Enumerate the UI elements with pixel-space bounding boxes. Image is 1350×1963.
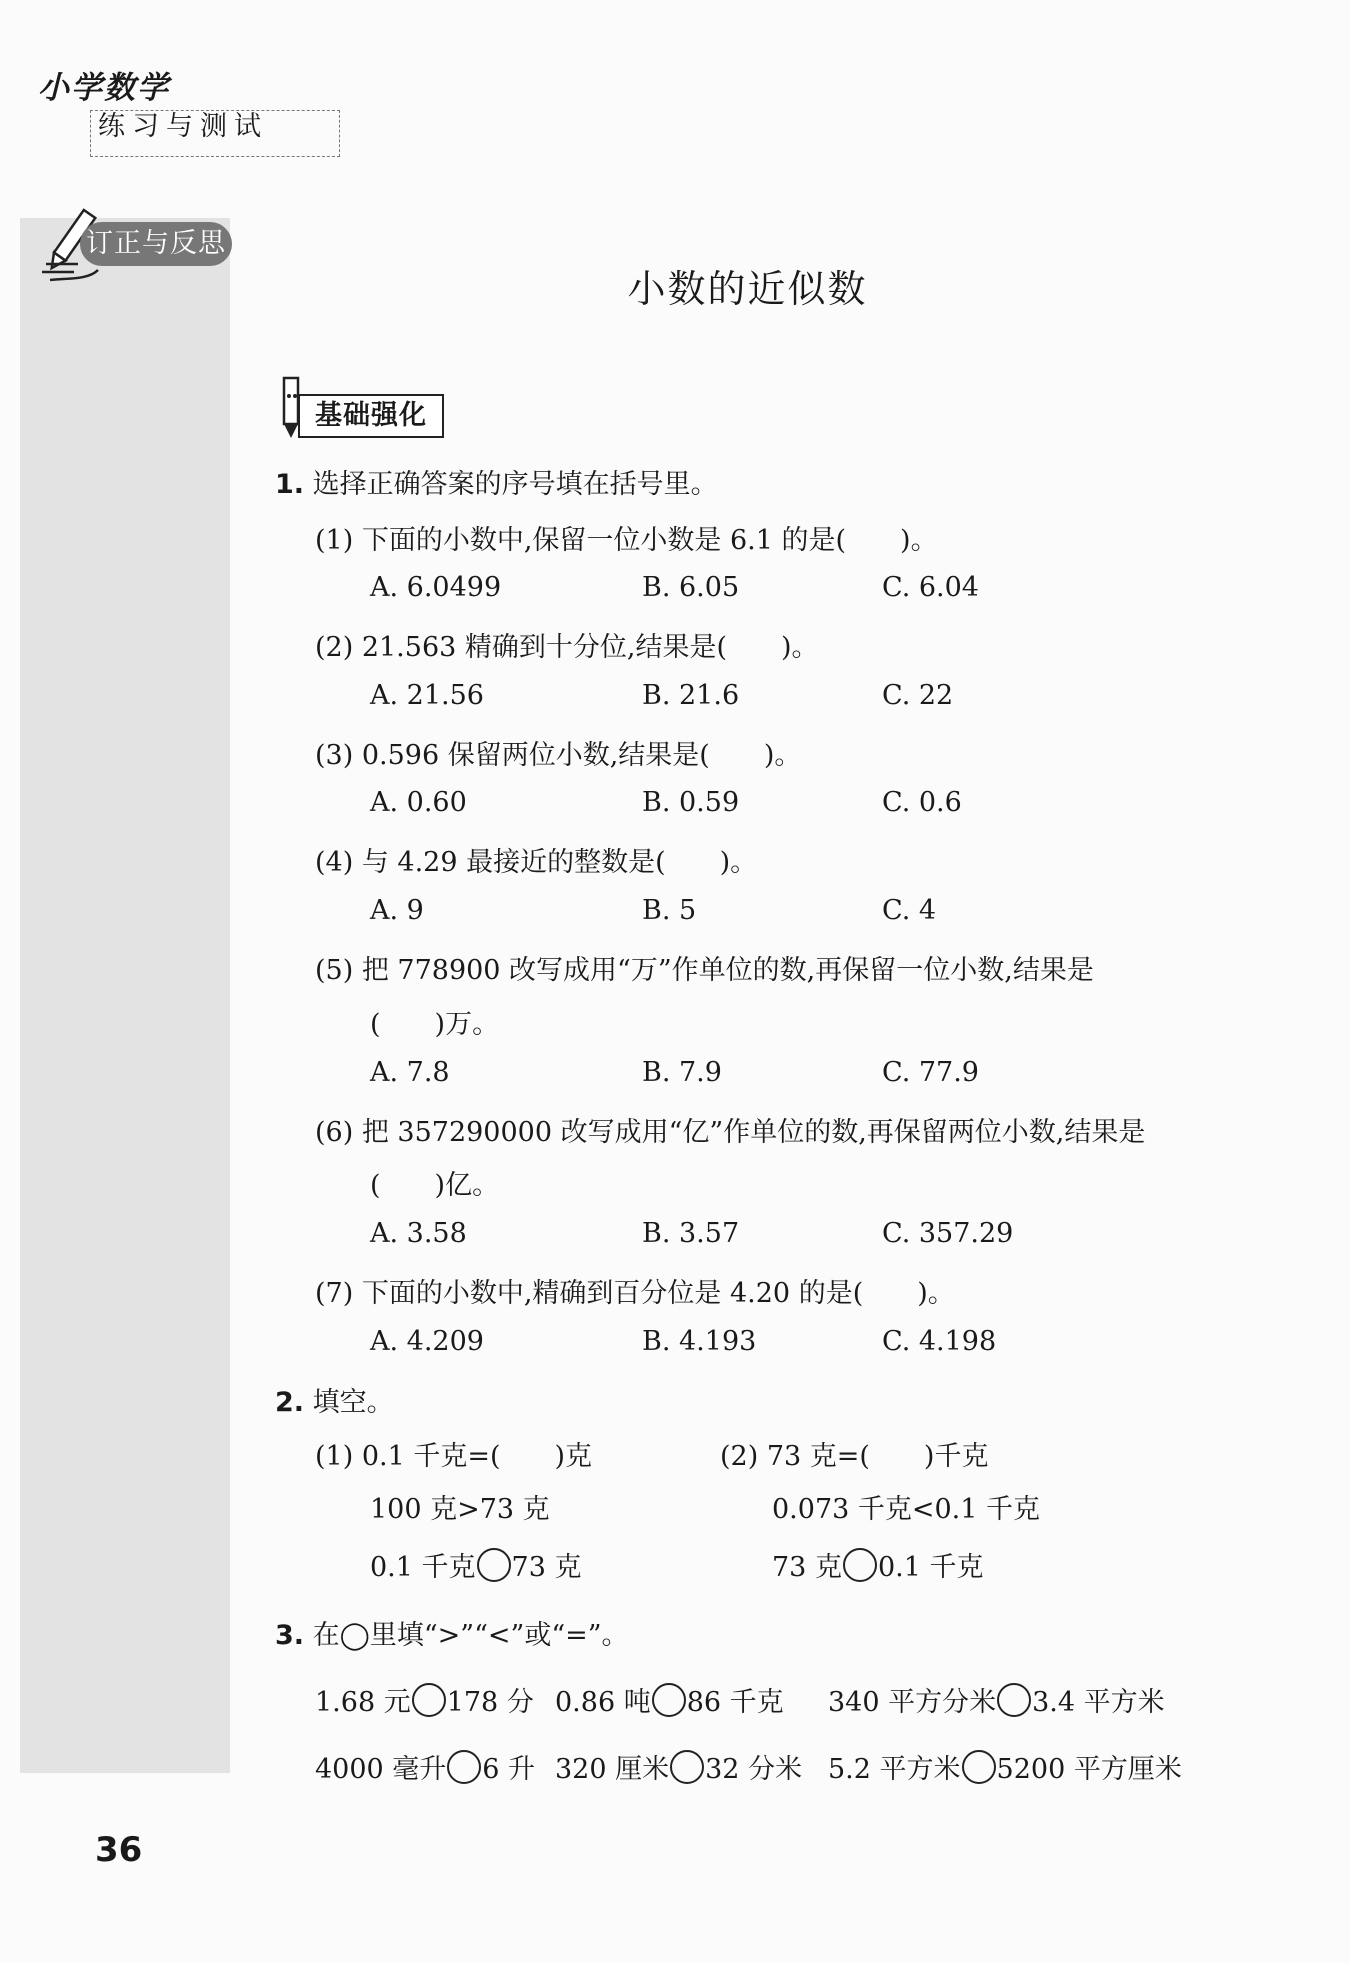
q3-compare-5	[555, 1747, 802, 1786]
q1-item-3-stem: (3) 0.596 保留两位小数,结果是( )。	[315, 740, 802, 771]
answer-circle[interactable]	[652, 1683, 686, 1717]
compare-left: 5.2 平方米	[828, 1754, 961, 1785]
q3-compare-3	[828, 1680, 1165, 1719]
q1-item-4-option-c: C. 4	[882, 895, 937, 926]
compare-left: 0.86 吨	[555, 1687, 651, 1718]
q1-item-7-stem: (7) 下面的小数中,精确到百分位是 4.20 的是( )。	[315, 1278, 955, 1309]
q2-right-title: (2) 73 克=( )千克	[720, 1441, 989, 1472]
q1-item-3-option-a: A. 0.60	[370, 787, 467, 818]
q1-item-1-option-c: C. 6.04	[882, 572, 979, 603]
q3-compare-2	[555, 1680, 784, 1719]
compare-left: 320 厘米	[555, 1754, 670, 1785]
q1-item-2-option-b: B. 21.6	[642, 680, 740, 711]
q1-item-6-stem-continued: ( )亿。	[370, 1170, 500, 1201]
q1-item-1-stem: (1) 下面的小数中,保留一位小数是 6.1 的是( )。	[315, 525, 938, 556]
q1-item-3-option-c: C. 0.6	[882, 787, 962, 818]
q1-item-7-option-a: A. 4.209	[370, 1326, 484, 1357]
compare-right: 6 升	[482, 1754, 536, 1785]
question-number: 1.	[275, 469, 305, 500]
q2-left-compare	[370, 1545, 581, 1584]
reflection-sidebar	[20, 218, 230, 1773]
question-1	[275, 462, 718, 501]
compare-left: 340 平方分米	[828, 1687, 997, 1718]
answer-circle[interactable]	[962, 1750, 996, 1784]
question-stem: 选择正确答案的序号填在括号里。	[312, 469, 718, 500]
q1-item-6-option-a: A. 3.58	[370, 1218, 467, 1249]
answer-circle[interactable]	[997, 1683, 1031, 1717]
question-stem: 在◯里填“>”“<”或“=”。	[312, 1620, 629, 1651]
q2-left-hint: 100 克>73 克	[370, 1494, 550, 1525]
answer-circle[interactable]	[670, 1750, 704, 1784]
compare-right: 86 千克	[686, 1687, 784, 1718]
answer-circle[interactable]	[447, 1750, 481, 1784]
q1-item-7-option-b: B. 4.193	[642, 1326, 757, 1357]
compare-right: 0.1 千克	[877, 1552, 984, 1583]
q1-item-2-option-c: C. 22	[882, 680, 954, 711]
q1-item-5-option-b: B. 7.9	[642, 1057, 722, 1088]
q1-item-5-option-c: C. 77.9	[882, 1057, 979, 1088]
q3-compare-4	[315, 1747, 535, 1786]
q1-item-2-option-a: A. 21.56	[370, 680, 484, 711]
q1-item-6-stem: (6) 把 357290000 改写成用“亿”作单位的数,再保留两位小数,结果是	[315, 1117, 1146, 1148]
page-number: 36	[95, 1830, 143, 1870]
answer-circle[interactable]	[843, 1548, 877, 1582]
q3-compare-6	[828, 1747, 1182, 1786]
compare-right: 178 分	[446, 1687, 534, 1718]
q1-item-5-stem-continued: ( )万。	[370, 1009, 500, 1040]
question-2	[275, 1380, 394, 1419]
compare-right: 32 分米	[705, 1754, 803, 1785]
q1-item-1-option-b: B. 6.05	[642, 572, 740, 603]
q3-compare-1	[315, 1680, 534, 1719]
answer-circle[interactable]	[412, 1683, 446, 1717]
q1-item-6-option-c: C. 357.29	[882, 1218, 1014, 1249]
question-number: 3.	[275, 1620, 305, 1651]
q1-item-7-option-c: C. 4.198	[882, 1326, 997, 1357]
compare-left: 0.1 千克	[370, 1552, 476, 1583]
q1-item-5-option-a: A. 7.8	[370, 1057, 450, 1088]
question-number: 2.	[275, 1387, 305, 1418]
q1-item-3-option-b: B. 0.59	[642, 787, 740, 818]
q2-right-hint: 0.073 千克<0.1 千克	[772, 1494, 1041, 1525]
q1-item-2-stem: (2) 21.563 精确到十分位,结果是( )。	[315, 632, 819, 663]
compare-left: 73 克	[772, 1552, 842, 1583]
brand-subtitle: 练习与测试	[98, 111, 268, 142]
compare-left: 4000 毫升	[315, 1754, 447, 1785]
q2-left-title: (1) 0.1 千克=( )克	[315, 1441, 593, 1472]
compare-right: 5200 平方厘米	[996, 1754, 1182, 1785]
answer-circle[interactable]	[477, 1548, 511, 1582]
compare-right: 73 克	[511, 1552, 582, 1583]
page-title: 小数的近似数	[627, 267, 868, 311]
q1-item-4-stem: (4) 与 4.29 最接近的整数是( )。	[315, 847, 758, 878]
q1-item-5-stem: (5) 把 778900 改写成用“万”作单位的数,再保留一位小数,结果是	[315, 955, 1094, 986]
brand-title: 小学数学	[38, 70, 170, 106]
reflection-tab: 订正与反思	[80, 222, 232, 266]
section-heading: 基础强化	[298, 394, 444, 438]
q1-item-1-option-a: A. 6.0499	[370, 572, 502, 603]
q1-item-4-option-b: B. 5	[642, 895, 697, 926]
question-stem: 填空。	[312, 1387, 394, 1418]
question-3	[275, 1613, 629, 1652]
q1-item-4-option-a: A. 9	[370, 895, 424, 926]
compare-left: 1.68 元	[315, 1687, 411, 1718]
q1-item-6-option-b: B. 3.57	[642, 1218, 740, 1249]
compare-right: 3.4 平方米	[1032, 1687, 1165, 1718]
q2-right-compare	[772, 1545, 983, 1584]
